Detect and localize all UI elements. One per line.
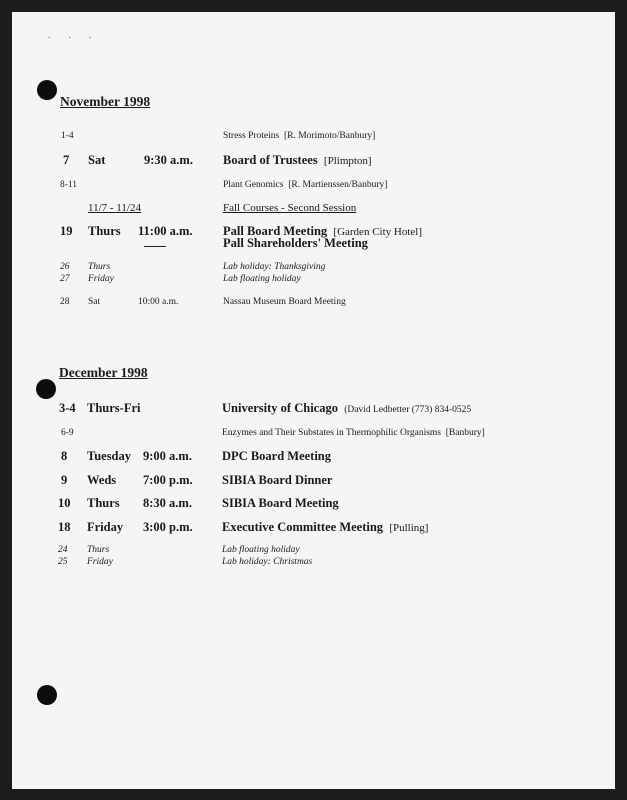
- dec-r2-event: Enzymes and Their Substates in Thermophilic Organisms [Banbury]: [222, 428, 485, 438]
- dec-r7-date: 24: [58, 545, 68, 555]
- nov-r8-time: 10:00 a.m.: [138, 297, 179, 307]
- nov-r6-event: Lab holiday: Thanksgiving: [223, 262, 326, 272]
- dec-r6-event: Executive Committee Meeting [Pulling]: [222, 520, 429, 534]
- paper-specks: . . .: [48, 30, 100, 40]
- nov-r5-event2: Pall Shareholders' Meeting: [223, 236, 368, 250]
- dec-r1-day: Thurs-Fri: [87, 401, 141, 415]
- punch-hole-middle: [36, 379, 56, 399]
- dec-r8-date: 25: [58, 557, 68, 567]
- dec-r3-event: DPC Board Meeting: [222, 449, 332, 463]
- dec-r6-time: 3:00 p.m.: [143, 520, 193, 534]
- dec-r4-event: SIBIA Board Dinner: [222, 473, 333, 487]
- dec-r5-event: SIBIA Board Meeting: [222, 496, 339, 510]
- dec-r3-day: Tuesday: [87, 449, 132, 463]
- nov-r2-time: 9:30 a.m.: [144, 153, 193, 167]
- nov-r7-date: 27: [60, 274, 70, 284]
- dec-r5-time: 8:30 a.m.: [143, 496, 192, 510]
- dec-r8-event: Lab holiday: Christmas: [222, 557, 313, 567]
- nov-r4-event: Fall Courses - Second Session: [223, 202, 357, 214]
- nov-r2-event: Board of Trustees [Plimpton]: [223, 153, 372, 167]
- dec-r7-event: Lab floating holiday: [222, 545, 300, 555]
- dec-r5-day: Thurs: [87, 496, 120, 510]
- nov-r5-time: 11:00 a.m.: [138, 224, 193, 238]
- nov-r1-date: 1-4: [61, 131, 74, 141]
- dec-r2-date: 6-9: [61, 428, 74, 438]
- nov-r3-event: Plant Genomics [R. Martienssen/Banbury]: [223, 180, 388, 190]
- dec-r5-date: 10: [58, 496, 71, 510]
- dec-r6-date: 18: [58, 520, 71, 534]
- punch-hole-top: [37, 80, 57, 100]
- nov-r6-date: 26: [60, 262, 70, 272]
- dec-r4-day: Weds: [87, 473, 117, 487]
- nov-r7-day: Friday: [88, 274, 114, 284]
- november-heading: November 1998: [60, 94, 151, 109]
- dec-r4-time: 7:00 p.m.: [143, 473, 193, 487]
- nov-r2-day: Sat: [88, 153, 106, 167]
- nov-r4-range: 11/7 - 11/24: [88, 202, 141, 214]
- nov-r8-date: 28: [60, 297, 70, 307]
- nov-r8-event: Nassau Museum Board Meeting: [223, 297, 346, 307]
- nov-r2-date: 7: [63, 153, 70, 167]
- dec-r4-date: 9: [61, 473, 68, 487]
- nov-r1-event: Stress Proteins [R. Morimoto/Banbury]: [223, 131, 376, 141]
- nov-r3-date: 8-11: [60, 180, 78, 190]
- nov-r5-day: Thurs: [88, 224, 121, 238]
- dec-r1-date: 3-4: [59, 401, 76, 415]
- nov-r7-event: Lab floating holiday: [223, 274, 301, 284]
- dec-r7-day: Thurs: [87, 545, 110, 555]
- december-heading: December 1998: [59, 365, 148, 380]
- dec-r6-day: Friday: [87, 520, 124, 534]
- dec-r3-date: 8: [61, 449, 68, 463]
- dec-r8-day: Friday: [87, 557, 113, 567]
- nov-r5-date: 19: [60, 224, 73, 238]
- dec-r3-time: 9:00 a.m.: [143, 449, 192, 463]
- nov-r8-day: Sat: [88, 297, 101, 307]
- nov-r6-day: Thurs: [88, 262, 111, 272]
- dec-r1-event: University of Chicago (David Ledbetter (773) 834-0525: [222, 401, 472, 415]
- nov-r5-dash: [144, 246, 166, 247]
- punch-hole-bottom: [37, 685, 57, 705]
- nov-r5-event: Pall Board Meeting [Garden City Hotel]: [223, 224, 422, 238]
